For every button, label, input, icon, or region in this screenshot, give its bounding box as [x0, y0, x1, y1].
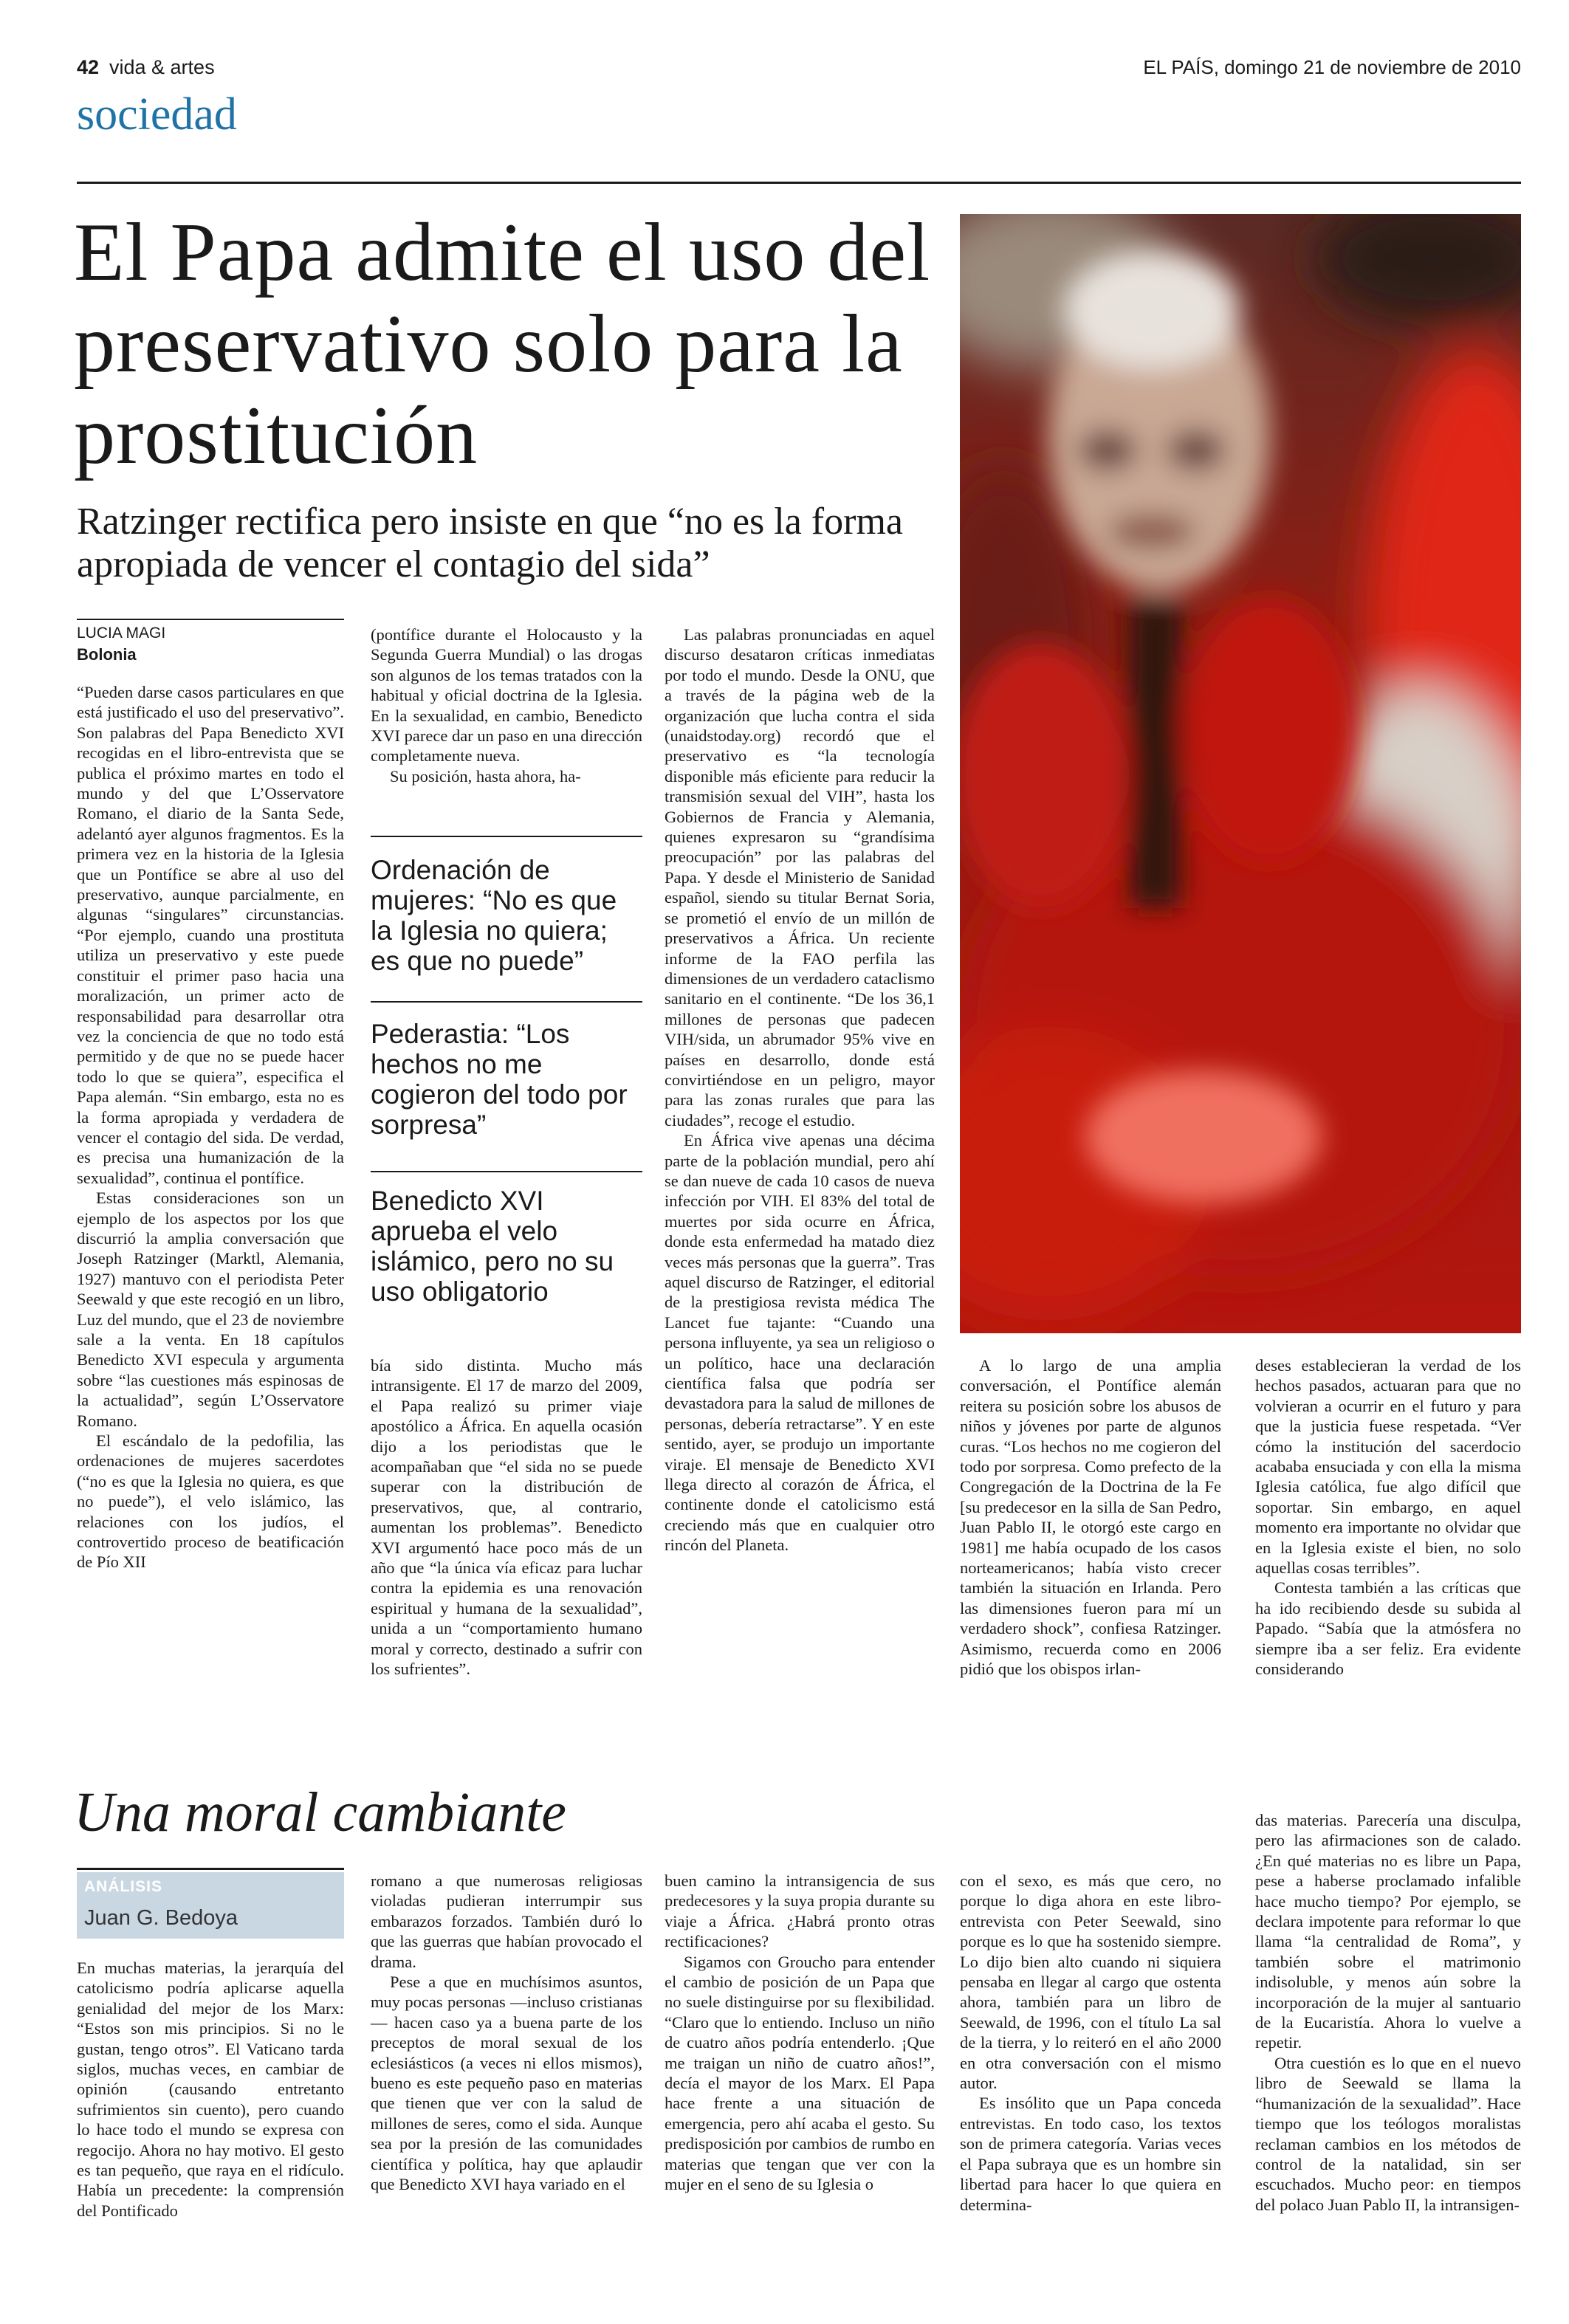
paragraph: con el sexo, es más que cero, no porque lo diga ahora en este libro-entrevista con Peter Seewald, sino porque es lo que ha sostenido siempre. Lo dijo bien alto cuando ni siquiera pensaba en llegar al cargo que ostenta ahora, también para un libro de Seewald, de 1996, con el título La sal de la tierra, y lo reiteró en el año 2000 en otra conversación con el mismo autor.: [960, 1871, 1221, 2093]
section-path: vida & artes: [109, 56, 215, 78]
paragraph: “Pueden darse casos particulares en que está justificado el uso del preservativo”. Son palabras del Papa Benedicto XVI recogidas en el libro-entrevista que se publica el próximo martes en todo el mundo y del que L’Osservatore Romano, el diario de la Santa Sede, adelantó ayer algunos fragmentos. Es la primera vez en la historia de la Iglesia que un Pontífice se abre al uso del preservativo, aunque parcialmente, en algunas “singulares” circunstancias. “Por ejemplo, cuando una prostituta utiliza un preservativo y este puede constituir el primer paso hacia una moralización, un primer acto de responsabilidad para desarrollar otra vez la conciencia de que no todo está permitido y de que no se puede hacer todo lo que se quiera”, especifica el Papa alemán. “Sin embargo, esta no es la forma apropiada y verdadera de vencer el contagio del sida. De verdad, es precisa una humanización de la sexualidad”, continua el pontífice.: [77, 683, 344, 1187]
pullquote-rule: [371, 836, 642, 837]
article-column-5: [1255, 1355, 1521, 1680]
paragraph: romano a que numerosas religiosas violadas pudieran interrumpir sus embarazos forzados. También duró lo que las guerras que habían provocado el drama.: [371, 1871, 642, 1971]
paragraph: (pontífice durante el Holocausto y la Segunda Guerra Mundial) o las drogas son algunos de los temas tratados con la habitual y oficial doctrina de la Iglesia. En la sexualidad, en cambio, Benedicto XVI parece dar un paso en una dirección completamente nueva.: [371, 625, 642, 766]
paragraph: Su posición, hasta ahora, ha-: [390, 766, 581, 785]
article-photo: [960, 214, 1521, 1333]
paragraph: Pese a que en muchísimos asuntos, muy pocas personas —incluso cristianas— hacen caso ya a buena parte de los preceptos de moral sexual de los eclesiásticos (a veces ni ellos mismos), bueno es este pequeño paso en materias que tienen que ver con la salud de millones de seres, como el sida. Aunque sea por la presión de las comunidades científica y política, hay que aplaudir que Benedicto XVI haya variado en el: [371, 1973, 642, 2194]
pullquote-veil: Benedicto XVI aprueba el velo islámico, pero no su uso obligatorio: [371, 1186, 614, 1307]
article-column-1: [77, 682, 344, 1572]
page-number: 42: [77, 56, 100, 78]
pullquote-rule: [371, 1001, 642, 1003]
paragraph: Contesta también a las críticas que ha ido recibiendo desde su subida al Papado. “Sabía que la atmósfera no siempre iba a ser feliz. Era evidente considerando: [1255, 1578, 1521, 1679]
pullquote-rule: [371, 1171, 642, 1172]
paragraph: A lo largo de una amplia conversación, el Pontífice alemán reitera su posición sobre los abusos de niños y jóvenes por parte de algunos curas. “Los hechos no me cogieron del todo por sorpresa. Como prefecto de la Congregación de la Doctrina de la Fe [su predecesor en la silla de San Pedro, Juan Pablo II, le otorgó este cargo en 1981] me había ocupado de los casos norteamericanos; había visto crecer también la situación en Irlanda. Pero las dimensiones fueron para mí un verdadero shock”, confiesa Ratzinger. Asimismo, recuerda como en 2006 pidió que los obispos irlan-: [960, 1356, 1221, 1679]
pullquote-ordination: Ordenación de mujeres: “No es que la Iglesia no quiera; es que no puede”: [371, 855, 617, 976]
paragraph: En muchas materias, la jerarquía del catolicismo podría aplicarse aquella genialidad del mejor de los Marx: “Estos son mis principios. Si no le gustan, tengo otros”. El Vaticano tarda siglos, muchas veces, en cambiar de opinión (causando entretanto sufrimientos sin cuento), pero cuando lo hace todo el mundo se expresa con regocijo. Ahora no hay motivo. El gesto es tan pequeño, que raya en el ridículo. Había un precedente: la comprensión del Pontificado: [77, 1959, 344, 2220]
paragraph: bía sido distinta. Mucho más intransigente. El 17 de marzo del 2009, el Papa realizó su primer viaje apostólico a África. En aquella ocasión dijo a los periodistas que le acompañaban que “el sida no se puede superar con la distribución de preservativos, que, al contrario, aumentan los problemas”. Benedicto XVI argumentó hace poco más de un año que “la única vía eficaz para luchar contra la epidemia es una renovación espiritual y humana de la sexualidad”, unida a un “comportamiento humano moral y correcto, destinado a sufrir con los sufrientes”.: [371, 1356, 642, 1679]
article-column-2-top: [371, 625, 642, 786]
analysis-column-2: [371, 1871, 642, 2195]
paragraph: deses establecieran la verdad de los hechos pasados, actuaran para que no volvieran a ocurrir en el futuro y para que la justicia fuese respetada. “Ver cómo la institución del sacerdocio acababa ensuciada y con ella la misma Iglesia católica, fue algo difícil que soportar. Sin embargo, en aquel momento era importante no olvidar que en la Iglesia existe el bien, no solo aquellas cosas terribles”.: [1255, 1356, 1521, 1578]
analysis-rule: [77, 1868, 344, 1870]
article-column-2-bottom: [371, 1355, 642, 1680]
analysis-label: ANÁLISIS: [84, 1878, 163, 1895]
paragraph: En África vive apenas una décima parte de la población mundial, pero ahí se dan nueve de cada 10 casos de nueva infección por VIH. El 83% del total de muertes por sida ocurre en África, donde esta enfermedad ha matado diez veces más personas que la guerra”. Tras aquel discurso de Ratzinger, el editorial de la prestigiosa revista médica The Lancet fue tajante: “Cuando una persona influyente, ya sea un religioso o un político, hace una declaración científica falsa que podría ser devastadora para la salud de millones de personas, debería retractarse”. Y en este sentido, ayer, se produjo un importante viraje. El mensaje de Benedicto XVI llega directo al corazón de África, el continente donde el catolicismo está creciendo más que en cualquier otro rincón del Planeta.: [665, 1131, 935, 1555]
section-title: sociedad: [77, 89, 237, 140]
pullquote-pederasty: Pederastia: “Los hechos no me cogieron del todo por sorpresa”: [371, 1019, 628, 1140]
analysis-column-4: [960, 1871, 1221, 2215]
paragraph: Otra cuestión es lo que en el nuevo libro de Seewald se llama la “humanización de la sexualidad”. Hace tiempo que los teólogos moralistas reclaman cambios en los métodos de control de la natalidad, sin ser escuchados. Mucho peor: en tiempos del polaco Juan Pablo II, la intransigen-: [1255, 2053, 1521, 2214]
paper-date: EL PAÍS, domingo 21 de noviembre de 2010: [1143, 56, 1521, 78]
paragraph: das materias. Parecería una disculpa, pero las afirmaciones son de calado. ¿En qué materias no es libre un Papa, pese a haberse proclamado infalible hace mucho tiempo? Por ejemplo, se declara impotente para reformar lo que llama “la centralidad de Roma”, y también sobre el matrimonio indisoluble, y menos aún sobre la incorporación de la mujer al santuario de la Eucaristía. Ahora lo vuelve a repetir.: [1255, 1811, 1521, 2052]
analysis-column-3: [665, 1871, 935, 2195]
subheadline: Ratzinger rectifica pero insiste en que “no es la forma apropiada de vencer el contagio del sida”: [77, 501, 903, 585]
blurred-pope-photo: [960, 214, 1521, 1333]
analysis-title: Una moral cambiante: [74, 1781, 567, 1843]
analysis-author: Juan G. Bedoya: [84, 1906, 238, 1930]
analysis-column-1: [77, 1958, 344, 2221]
paragraph: Estas consideraciones son un ejemplo de los aspectos por los que discurrió la amplia conversación que Joseph Ratzinger (Marktl, Alemania, 1927) mantuvo con el periodista Peter Seewald y que este recogió en un libro, Luz del mundo, que el 23 de noviembre sale a la venta. En 18 capítulos Benedicto XVI especula y argumenta sobre “las cuestiones más espinosas de la actualidad”, según L’Osservatore Romano.: [77, 1189, 344, 1430]
paragraph: Sigamos con Groucho para entender el cambio de posición de un Papa que no suele distinguirse por su flexibilidad. “Claro que lo entiendo. Incluso un niño de cuatro años podría entenderlo. ¡Que me traigan un niño de cuatro años!”, decía el mayor de los Marx. El Papa hace frente a una situación de emergencia, pero ahí acaba el gesto. Su predisposición por cambios de rumbo en materias que tengan que ver con la mujer en el seno de su Iglesia o: [665, 1952, 935, 2194]
paragraph: Es insólito que un Papa conceda entrevistas. En todo caso, los textos son de primera categoría. Varias veces el Papa subraya que es un hombre sin libertad para hacer lo que quiera en determina-: [960, 2094, 1221, 2214]
paragraph: El escándalo de la pedofilia, las ordenaciones de mujeres sacerdotes (“no es que la Iglesia no quiera, es que no puede”), el velo islámico, las relaciones con los judíos, el controvertido proceso de beatificación de Pío XII: [77, 1431, 344, 1572]
header-rule: [77, 182, 1521, 184]
paragraph: Las palabras pronunciadas en aquel discurso desataron críticas inmediatas por todo el mundo. Desde la ONU, que a través de la página web de la organización que lucha contra el sida (unaidstoday.org) recordó que el preservativo es “la tecnología disponible más eficiente para reducir la transmisión sexual del VIH”, hasta los Gobiernos de Francia y Alemania, quienes expresaron su “grandísima preocupación” por las palabras del Papa. Y desde el Ministerio de Sanidad español, siendo su titular Bernat Soria, se prometió el envío de un millón de preservativos a África. Un reciente informe de la FAO perfila las dimensiones de un verdadero cataclismo sanitario en el continente. “De los 36,1 millones de personas que padecen VIH/sida, un abrumador 95% vive en países en desarrollo, donde está convirtiéndose en un peligro, mayor para las zonas rurales que para las ciudades”, recoge el estudio.: [665, 625, 935, 1130]
paragraph: buen camino la intransigencia de sus predecesores y la suya propia durante su viaje a África. ¿Habrá pronto otras rectificaciones?: [665, 1871, 935, 1951]
analysis-column-5: [1255, 1810, 1521, 2215]
byline-city: Bolonia: [77, 645, 137, 664]
article-column-3: [665, 625, 935, 1555]
byline-author: LUCIA MAGI: [77, 625, 166, 642]
headline: El Papa admite el uso del preservativo solo para la prostitución: [74, 207, 931, 481]
article-column-4: [960, 1355, 1221, 1680]
byline-rule: [77, 619, 344, 620]
